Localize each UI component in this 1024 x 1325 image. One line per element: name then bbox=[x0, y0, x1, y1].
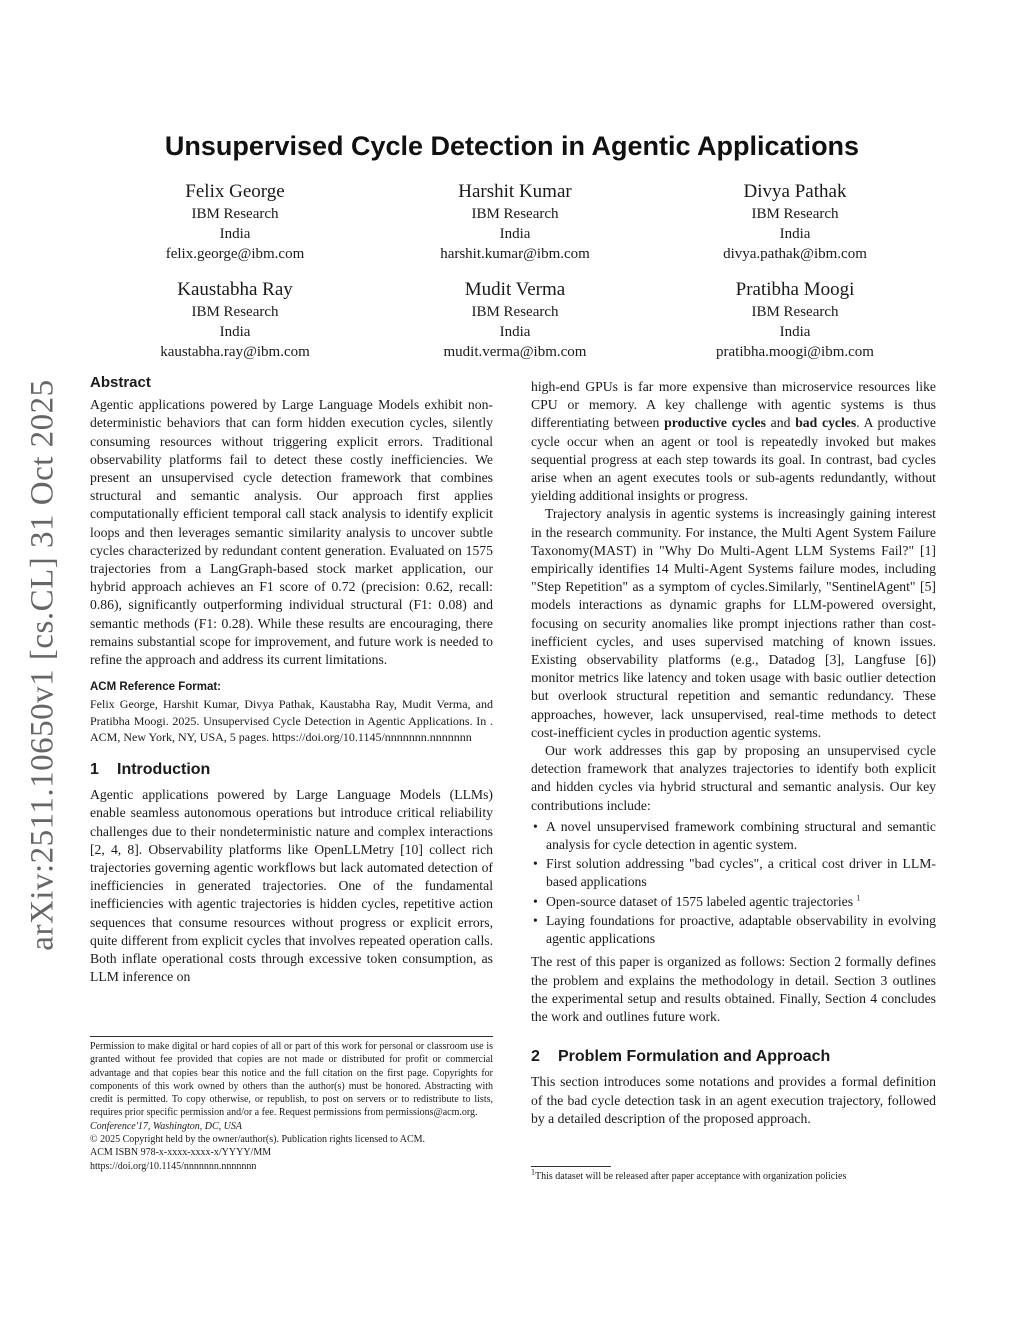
list-item bbox=[531, 893, 936, 911]
author-affiliation: IBM Research bbox=[751, 206, 839, 222]
author-card bbox=[380, 278, 650, 362]
author-email: harshit.kumar@ibm.com bbox=[440, 246, 590, 262]
author-name: Mudit Verma bbox=[464, 279, 566, 300]
list-item-text: Open-source dataset of 1575 labeled agentic trajectories bbox=[546, 893, 854, 909]
permission-text: Permission to make digital or hard copies of all or part of this work for personal or classroom use is granted without fee provided that copies are not made or distributed for profit or commercial advantage and that copies bear this notice and the full citation on the first page. Copyrights for components of this work owned by others than the author(s) must be honored. Abstracting with credit is permitted. To copy otherwise, or republish, to post on servers or to redistribute to lists, requires prior specific permission and/or a fee. Request permissions from permissions@acm.org. bbox=[90, 1041, 493, 1119]
section-number: 2 bbox=[531, 1048, 540, 1066]
author-name: Kaustabha Ray bbox=[177, 279, 293, 300]
author-email: mudit.verma@ibm.com bbox=[443, 344, 587, 360]
intro-text-segment: high-end GPUs is far more expensive than microservice resources like CPU or memory. A key challenge with agentic systems is thus differentiating between bbox=[531, 379, 936, 431]
footnote-rule bbox=[531, 1166, 611, 1167]
author-card bbox=[660, 180, 930, 264]
conjunction-text: and bbox=[765, 415, 796, 431]
section2-paragraph-1: This section introduces some notations and provides a formal definition of the bad cycle detection task in an agent execution trajectory, followed by a detailed description of the proposed approach. bbox=[531, 1074, 936, 1126]
author-card bbox=[660, 278, 930, 362]
section-heading-introduction bbox=[90, 761, 493, 779]
intro-text-segment: . A productive cycle occur when an agent or tool is repeatedly invoked but makes sequential progress at each step towards its goal. In contrast, bad cycles arise when an agent executes tools or sub-agents redundantly, without yielding additional insights or progress. bbox=[531, 415, 937, 504]
author-email: felix.george@ibm.com bbox=[165, 246, 305, 262]
copyright-line: © 2025 Copyright held by the owner/author(s). Publication rights licensed to ACM. bbox=[90, 1134, 426, 1146]
intro-paragraph-3: Our work addresses this gap by proposing an unsupervised cycle detection framework that analyzes trajectories to identify both explicit and hidden cycles via hybrid structural and semantic analysis. Our key contributions include: bbox=[531, 743, 936, 813]
author-affiliation: IBM Research bbox=[471, 206, 559, 222]
doi-link[interactable]: https://doi.org/10.1145/nnnnnnn.nnnnnnn bbox=[90, 1160, 257, 1172]
isbn-line: ACM ISBN 978-x-xxxx-xxxx-x/YYYY/MM bbox=[90, 1147, 272, 1159]
abstract-heading: Abstract bbox=[90, 374, 151, 391]
author-affiliation: IBM Research bbox=[471, 304, 559, 320]
author-card bbox=[380, 180, 650, 264]
author-country: India bbox=[219, 226, 251, 242]
author-country: India bbox=[499, 324, 531, 340]
author-card bbox=[100, 180, 370, 264]
intro-paragraph-1-continued bbox=[531, 378, 936, 505]
author-name: Felix George bbox=[185, 181, 285, 202]
author-card bbox=[100, 278, 370, 362]
author-email: kaustabha.ray@ibm.com bbox=[160, 344, 310, 360]
author-country: India bbox=[779, 324, 811, 340]
author-block bbox=[100, 180, 930, 376]
author-affiliation: IBM Research bbox=[191, 206, 279, 222]
contributions-list bbox=[531, 818, 936, 948]
footnote bbox=[531, 1166, 936, 1182]
author-affiliation: IBM Research bbox=[751, 304, 839, 320]
intro-paragraph-2: Trajectory analysis in agentic systems is increasingly gaining interest in the research community. For instance, the Multi Agent System Failure Taxonomy(MAST) in "Why Do Multi-Agent LLM Systems Fail?" [1] empirically identifies 14 Multi-Agent Systems failure modes, including "Step Repetition" as a symptom of cycles.Similarly, "SentinelAgent" [5] models interactions as dynamic graphs for LLM-powered oversight, focusing on security anomalies like prompt injections rather than cost-inefficient cycles, and uses supervised matching of known issues. Existing observability platforms (e.g., Datadog [3], Langfuse [6]) monitor metrics like latency and token usage with basic outlier detection but overlook structural repetition and semantic redundancy. These approaches, however, lack unsupervised, real-time methods to detect cost-inefficient cycles in production agentic systems. bbox=[531, 506, 936, 740]
acm-reference-heading: ACM Reference Format: bbox=[90, 681, 221, 694]
intro-paragraph-4: The rest of this paper is organized as follows: Section 2 formally defines the problem and explains the methodology in detail. Section 3 outlines the experimental setup and results obtained. Finally, Section 4 concludes the work and outlines future work. bbox=[531, 954, 936, 1024]
term-bad-cycles: bad cycles bbox=[795, 415, 857, 431]
intro-paragraph-1: Agentic applications powered by Large Language Models (LLMs) enable seamless autonomous operations but introduce critical reliability challenges due to their nondeterministic nature and complex interactions [2, 4, 8]. Observability platforms like OpenLLMetry [10] collect rich trajectories governing agentic workflows but lack automated detection of inefficiencies in generated trajectories. One of the fundamental inefficiencies with agentic trajectories is hidden cycles, repetitive action sequences that consume resources without progress or explicit errors, quite different from explicit cycles that involves repeated operation calls. Both inflate operational costs through excessive token consumption, as LLM inference on bbox=[90, 787, 493, 985]
author-row bbox=[100, 180, 930, 264]
section-title: Problem Formulation and Approach bbox=[558, 1048, 831, 1066]
section-title: Introduction bbox=[117, 760, 211, 778]
footnote-marker[interactable]: 1 bbox=[856, 893, 861, 903]
abstract-text: Agentic applications powered by Large Language Models exhibit non-deterministic behaviors that can form hidden execution cycles, silently consuming resources without triggering explicit errors. Traditional observability platforms fail to detect these costly inefficiencies. We present an unsupervised cycle detection framework that combines structural and semantic analysis. Our approach first applies computationally efficient temporal call stack analysis to identify explicit loops and then leverages semantic similarity analysis to uncover subtle cycles characterized by redundant content generation. Evaluated on 1575 trajectories from a LangGraph-based stock market application, our hybrid approach achieves an F1 score of 0.72 (precision: 0.62, recall: 0.86), significantly outperforming individual structural (F1: 0.08) and semantic methods (F1: 0.28). While these results are encouraging, there remains substantial scope for improvement, and future work is needed to refine the approach and address its current limitations. bbox=[90, 397, 493, 668]
list-item: • A novel unsupervised framework combining structural and semantic analysis for cycle detection in agentic system. bbox=[531, 818, 936, 854]
right-column bbox=[531, 378, 936, 1128]
footnote-text: This dataset will be released after paper acceptance with organization policies bbox=[535, 1171, 847, 1182]
permission-notice bbox=[90, 1036, 493, 1173]
author-email: divya.pathak@ibm.com bbox=[723, 246, 867, 262]
left-column bbox=[90, 374, 493, 986]
arxiv-identifier: arXiv:2511.10650v1 [cs.CL] 31 Oct 2025 bbox=[24, 379, 61, 951]
author-name: Pratibha Moogi bbox=[735, 279, 855, 300]
author-email: pratibha.moogi@ibm.com bbox=[716, 344, 874, 360]
paper-title: Unsupervised Cycle Detection in Agentic Applications bbox=[164, 131, 860, 161]
list-item: • Laying foundations for proactive, adaptable observability in evolving agentic applications bbox=[531, 912, 936, 948]
author-affiliation: IBM Research bbox=[191, 304, 279, 320]
list-item: • First solution addressing "bad cycles", a critical cost driver in LLM-based applications bbox=[531, 855, 936, 891]
term-productive-cycles: productive cycles bbox=[664, 415, 766, 431]
author-country: India bbox=[499, 226, 531, 242]
author-name: Divya Pathak bbox=[743, 181, 847, 202]
acm-reference-text: Felix George, Harshit Kumar, Divya Pathak, Kaustabha Ray, Mudit Verma, and Pratibha Moogi. 2025. Unsupervised Cycle Detection in Agentic Applications. In . ACM, New York, NY, USA, 5 pages. https://doi.org/10.1145/nnnnnnn.nnnnnnn bbox=[90, 697, 493, 745]
section-heading-problem-formulation bbox=[531, 1048, 936, 1066]
author-row bbox=[100, 278, 930, 362]
footnote-number: 1 bbox=[531, 1167, 535, 1177]
author-country: India bbox=[219, 324, 251, 340]
author-country: India bbox=[779, 226, 811, 242]
section-number: 1 bbox=[90, 760, 99, 778]
author-name: Harshit Kumar bbox=[458, 181, 572, 202]
conference-line: Conference'17, Washington, DC, USA bbox=[90, 1120, 242, 1132]
